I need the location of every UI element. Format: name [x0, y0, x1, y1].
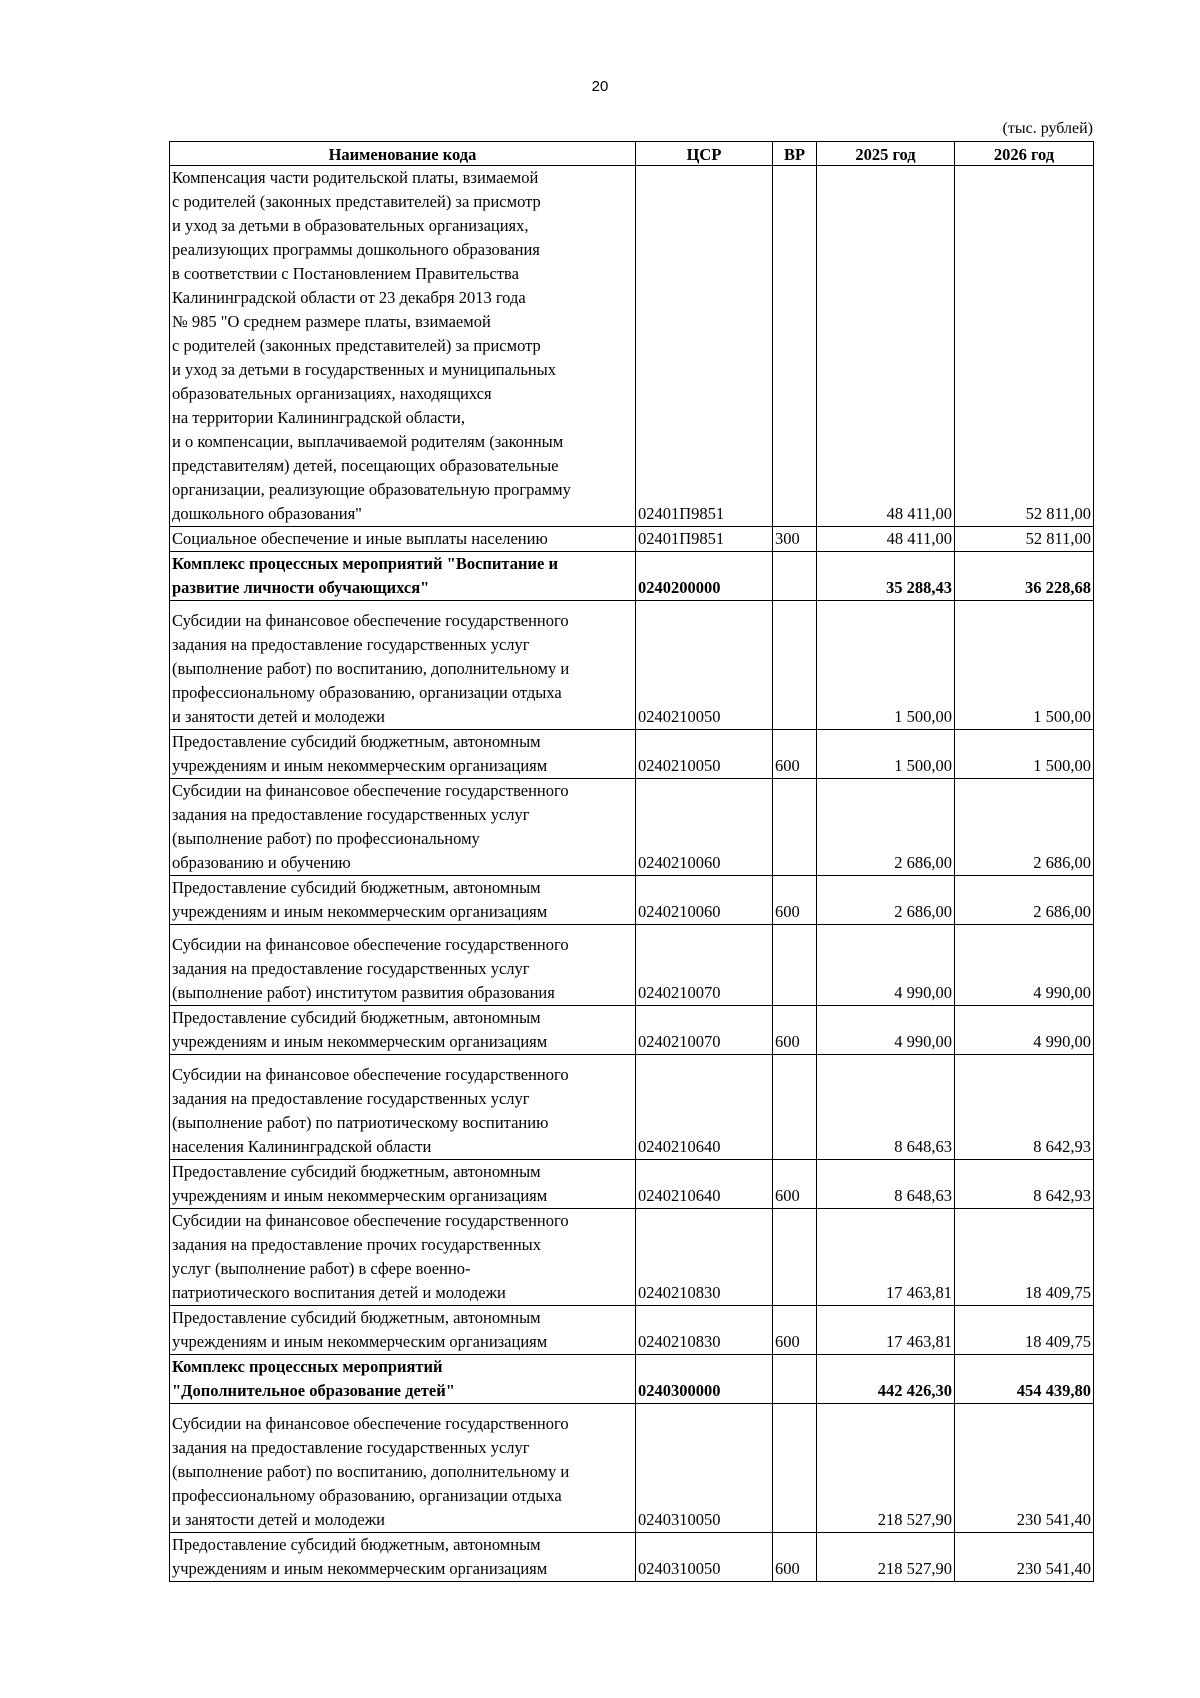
cell-vr [773, 1209, 817, 1306]
cell-2025: 48 411,00 [817, 527, 955, 552]
cell-vr [773, 552, 817, 601]
table-row [170, 1533, 1094, 1582]
cell-vr [773, 779, 817, 876]
cell-2025: 35 288,43 [817, 552, 955, 601]
cell-csr: 0240310050 [636, 1533, 773, 1582]
header-2025: 2025 год [817, 142, 955, 166]
budget-table [169, 141, 1094, 1582]
table-row [170, 1306, 1094, 1355]
cell-2026: 454 439,80 [955, 1355, 1094, 1404]
table-row [170, 779, 1094, 876]
cell-name: Субсидии на финансовое обеспечение государственного задания на предоставление государственных услуг (выполнение работ) по профессиональному образованию и обучению [170, 779, 636, 876]
cell-2025: 2 686,00 [817, 876, 955, 925]
cell-vr [773, 166, 817, 527]
cell-vr: 600 [773, 730, 817, 779]
table-row [170, 1006, 1094, 1055]
table-header-row [170, 142, 1094, 166]
cell-name: Компенсация части родительской платы, взимаемой с родителей (законных представителей) за присмотр и уход за детьми в образовательных организациях, реализующих программы дошкольного образования в соответствии с Постановлением Правительства Калининградской области от 23 декабря 2013 года № 985 "О среднем размере платы, взимаемой с родителей (законных представителей) за присмотр и уход за детьми в государственных и муниципальных образовательных организациях, находящихся на территории Калининградской области, и о компенсации, выплачиваемой родителям (законным представителям) детей, посещающих образовательные организации, реализующие образовательную программу дошкольного образования" [170, 166, 636, 527]
cell-csr: 0240210050 [636, 730, 773, 779]
cell-2025: 4 990,00 [817, 925, 955, 1006]
cell-vr: 600 [773, 1306, 817, 1355]
cell-2025: 1 500,00 [817, 601, 955, 730]
cell-csr: 0240210830 [636, 1209, 773, 1306]
cell-csr: 02401П9851 [636, 527, 773, 552]
table-row [170, 1404, 1094, 1533]
cell-csr: 0240210060 [636, 779, 773, 876]
cell-vr [773, 601, 817, 730]
cell-csr: 0240200000 [636, 552, 773, 601]
cell-2026: 18 409,75 [955, 1306, 1094, 1355]
cell-2026: 8 642,93 [955, 1055, 1094, 1160]
table-row [170, 166, 1094, 527]
cell-2025: 8 648,63 [817, 1160, 955, 1209]
cell-2026: 1 500,00 [955, 601, 1094, 730]
cell-vr: 600 [773, 1006, 817, 1055]
cell-2026: 36 228,68 [955, 552, 1094, 601]
cell-csr: 0240210050 [636, 601, 773, 730]
cell-name: Предоставление субсидий бюджетным, автономным учреждениям и иным некоммерческим организациям [170, 730, 636, 779]
cell-csr: 0240210830 [636, 1306, 773, 1355]
cell-vr: 600 [773, 1160, 817, 1209]
cell-2025: 1 500,00 [817, 730, 955, 779]
table-row [170, 552, 1094, 601]
cell-2026: 8 642,93 [955, 1160, 1094, 1209]
cell-2026: 52 811,00 [955, 527, 1094, 552]
cell-name: Субсидии на финансовое обеспечение государственного задания на предоставление государственных услуг (выполнение работ) по воспитанию, дополнительному и профессиональному образованию, организации отдыха и занятости детей и молодежи [170, 601, 636, 730]
header-2026: 2026 год [955, 142, 1094, 166]
cell-name: Предоставление субсидий бюджетным, автономным учреждениям и иным некоммерческим организациям [170, 876, 636, 925]
cell-2026: 2 686,00 [955, 876, 1094, 925]
cell-2026: 4 990,00 [955, 1006, 1094, 1055]
table-row [170, 1355, 1094, 1404]
cell-2026: 18 409,75 [955, 1209, 1094, 1306]
cell-csr: 02401П9851 [636, 166, 773, 527]
cell-vr: 300 [773, 527, 817, 552]
cell-2025: 8 648,63 [817, 1055, 955, 1160]
cell-csr: 0240210640 [636, 1160, 773, 1209]
cell-name: Предоставление субсидий бюджетным, автономным учреждениям и иным некоммерческим организациям [170, 1160, 636, 1209]
cell-vr [773, 1055, 817, 1160]
page-number: 20 [591, 78, 609, 95]
cell-csr: 0240300000 [636, 1355, 773, 1404]
table-row [170, 601, 1094, 730]
cell-name: Предоставление субсидий бюджетным, автономным учреждениям и иным некоммерческим организациям [170, 1306, 636, 1355]
cell-2025: 218 527,90 [817, 1533, 955, 1582]
cell-name: Социальное обеспечение и иные выплаты населению [170, 527, 636, 552]
cell-csr: 0240210060 [636, 876, 773, 925]
cell-vr [773, 925, 817, 1006]
cell-vr: 600 [773, 1533, 817, 1582]
cell-name: Субсидии на финансовое обеспечение государственного задания на предоставление государственных услуг (выполнение работ) институтом развития образования [170, 925, 636, 1006]
header-name: Наименование кода [170, 142, 636, 166]
table-row [170, 730, 1094, 779]
units-label: (тыс. рублей) [1002, 120, 1093, 137]
cell-2026: 4 990,00 [955, 925, 1094, 1006]
cell-2026: 52 811,00 [955, 166, 1094, 527]
table-row [170, 876, 1094, 925]
cell-csr: 0240310050 [636, 1404, 773, 1533]
header-vr: ВР [773, 142, 817, 166]
cell-2025: 442 426,30 [817, 1355, 955, 1404]
cell-name: Субсидии на финансовое обеспечение государственного задания на предоставление государственных услуг (выполнение работ) по патриотическому воспитанию населения Калининградской области [170, 1055, 636, 1160]
cell-2025: 4 990,00 [817, 1006, 955, 1055]
cell-2026: 230 541,40 [955, 1533, 1094, 1582]
header-csr: ЦСР [636, 142, 773, 166]
cell-vr [773, 1404, 817, 1533]
table-row [170, 1055, 1094, 1160]
cell-name: Субсидии на финансовое обеспечение государственного задания на предоставление государственных услуг (выполнение работ) по воспитанию, дополнительному и профессиональному образованию, организации отдыха и занятости детей и молодежи [170, 1404, 636, 1533]
cell-name: Комплекс процессных мероприятий "Дополнительное образование детей" [170, 1355, 636, 1404]
cell-csr: 0240210070 [636, 925, 773, 1006]
cell-name: Предоставление субсидий бюджетным, автономным учреждениям и иным некоммерческим организациям [170, 1533, 636, 1582]
cell-2025: 218 527,90 [817, 1404, 955, 1533]
cell-csr: 0240210640 [636, 1055, 773, 1160]
table-row [170, 925, 1094, 1006]
cell-csr: 0240210070 [636, 1006, 773, 1055]
table-row [170, 527, 1094, 552]
cell-2026: 1 500,00 [955, 730, 1094, 779]
cell-vr: 600 [773, 876, 817, 925]
cell-vr [773, 1355, 817, 1404]
cell-2026: 230 541,40 [955, 1404, 1094, 1533]
cell-2025: 17 463,81 [817, 1209, 955, 1306]
cell-2025: 2 686,00 [817, 779, 955, 876]
cell-name: Предоставление субсидий бюджетным, автономным учреждениям и иным некоммерческим организациям [170, 1006, 636, 1055]
table-row [170, 1160, 1094, 1209]
cell-2025: 17 463,81 [817, 1306, 955, 1355]
cell-2026: 2 686,00 [955, 779, 1094, 876]
cell-name: Комплекс процессных мероприятий "Воспитание и развитие личности обучающихся" [170, 552, 636, 601]
table-row [170, 1209, 1094, 1306]
cell-2025: 48 411,00 [817, 166, 955, 527]
cell-name: Субсидии на финансовое обеспечение государственного задания на предоставление прочих государственных услуг (выполнение работ) в сфере военно- патриотического воспитания детей и молодежи [170, 1209, 636, 1306]
table-body [170, 166, 1094, 1582]
